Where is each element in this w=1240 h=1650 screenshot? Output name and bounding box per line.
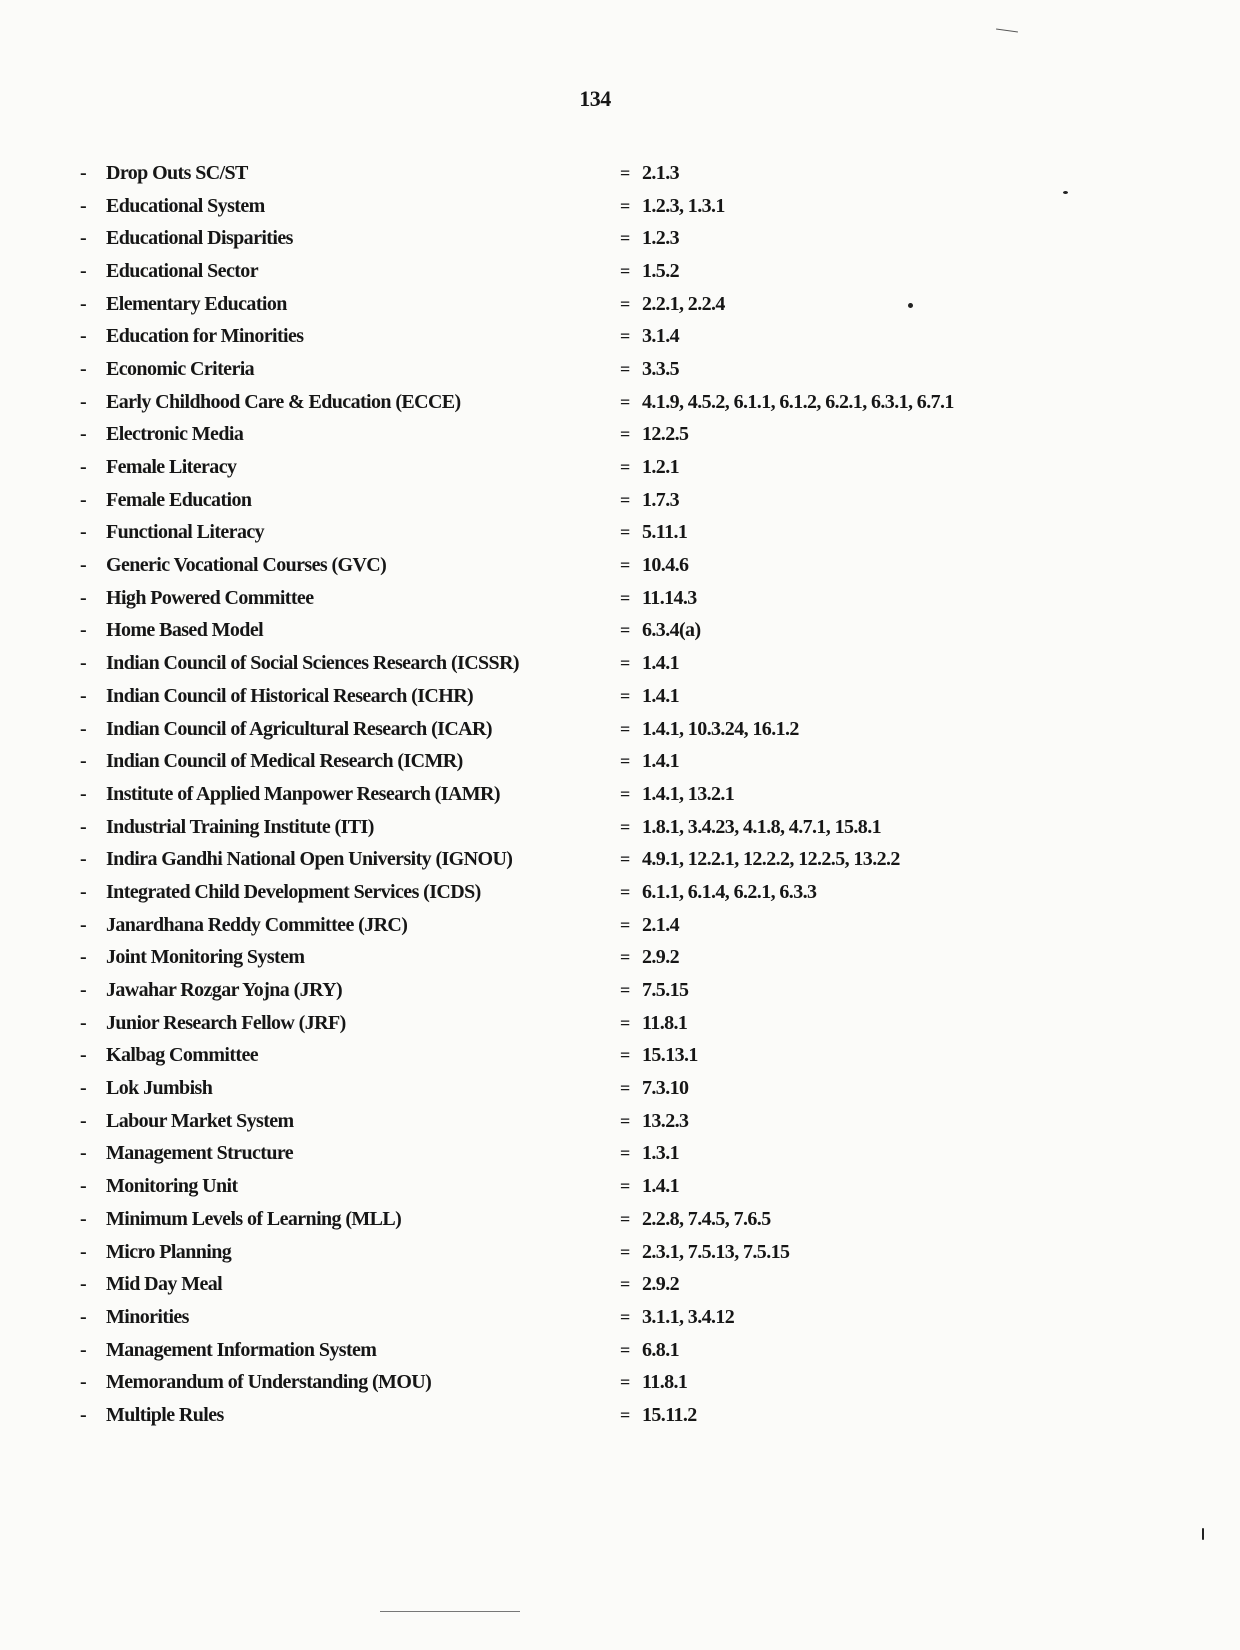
- entry-separator: =: [620, 195, 630, 216]
- scan-speck: [908, 303, 913, 308]
- entry-term: Industrial Training Institute (ITI): [106, 815, 374, 838]
- entry-bullet: -: [80, 1305, 87, 1328]
- entry-separator: =: [620, 522, 630, 543]
- entry-refs: 6.1.1, 6.1.4, 6.2.1, 6.3.3: [642, 880, 817, 903]
- entry-separator: =: [620, 1045, 630, 1066]
- entry-separator: =: [620, 816, 630, 837]
- entry-separator: =: [620, 555, 630, 576]
- entry-refs: 13.2.3: [642, 1109, 689, 1132]
- entry-term: Electronic Media: [106, 423, 244, 446]
- entry-separator: =: [620, 457, 630, 478]
- entry-refs: 12.2.5: [642, 423, 689, 446]
- entry-separator: =: [620, 1176, 630, 1197]
- entry-separator: =: [620, 1404, 630, 1425]
- entry-refs: 11.8.1: [642, 1371, 688, 1394]
- entry-bullet: -: [80, 913, 87, 936]
- entry-refs: 1.4.1, 10.3.24, 16.1.2: [642, 717, 799, 740]
- entry-bullet: -: [80, 292, 87, 315]
- entry-refs: 1.3.1: [642, 1142, 680, 1165]
- entry-term: Multiple Rules: [106, 1403, 224, 1426]
- entry-separator: =: [620, 1143, 630, 1164]
- index-entry: [80, 811, 1140, 844]
- entry-bullet: -: [80, 619, 87, 642]
- entry-term: Kalbag Committee: [106, 1044, 259, 1067]
- entry-term: Management Information System: [106, 1338, 377, 1361]
- index-entry: [80, 778, 1140, 811]
- entry-refs: 3.1.1, 3.4.12: [642, 1305, 735, 1328]
- entry-bullet: -: [80, 554, 87, 577]
- entry-separator: =: [620, 1208, 630, 1229]
- index-entry: [80, 909, 1140, 942]
- entry-bullet: -: [80, 848, 87, 871]
- entry-term: Memorandum of Understanding (MOU): [106, 1371, 432, 1394]
- index-entry: [80, 222, 1140, 255]
- entry-bullet: -: [80, 357, 87, 380]
- scan-speck: [1063, 191, 1068, 194]
- entry-refs: 7.5.15: [642, 979, 689, 1002]
- index-entry: [80, 974, 1140, 1007]
- entry-bullet: -: [80, 1338, 87, 1361]
- entry-separator: =: [620, 783, 630, 804]
- entry-separator: =: [620, 489, 630, 510]
- index-entry: [80, 255, 1140, 288]
- entry-refs: 1.2.3, 1.3.1: [642, 194, 725, 217]
- index-entry: [80, 419, 1140, 452]
- entry-term: Institute of Applied Manpower Research (IAMR): [106, 782, 500, 805]
- entry-term: Educational Disparities: [106, 227, 293, 250]
- entry-bullet: -: [80, 423, 87, 446]
- index-entry: [80, 680, 1140, 713]
- entry-refs: 15.13.1: [642, 1044, 698, 1067]
- index-entry: [80, 1236, 1140, 1269]
- entry-separator: =: [620, 718, 630, 739]
- entry-term: Female Literacy: [106, 456, 237, 479]
- entry-separator: =: [620, 849, 630, 870]
- entry-term: Minimum Levels of Learning (MLL): [106, 1207, 402, 1230]
- entry-bullet: -: [80, 1142, 87, 1165]
- entry-bullet: -: [80, 227, 87, 250]
- entry-bullet: -: [80, 194, 87, 217]
- entry-term: Jawahar Rozgar Yojna (JRY): [106, 979, 343, 1002]
- entry-term: Generic Vocational Courses (GVC): [106, 554, 387, 577]
- index-entry: [80, 484, 1140, 517]
- scan-mark: [996, 28, 1018, 32]
- entry-refs: 11.8.1: [642, 1011, 688, 1034]
- entry-bullet: -: [80, 979, 87, 1002]
- entry-bullet: -: [80, 456, 87, 479]
- index-entry: [80, 1334, 1140, 1367]
- entry-separator: =: [620, 1012, 630, 1033]
- index-list: [80, 157, 1140, 1432]
- entry-separator: =: [620, 881, 630, 902]
- entry-bullet: -: [80, 782, 87, 805]
- entry-separator: =: [620, 424, 630, 445]
- index-entry: [80, 320, 1140, 353]
- index-entry: [80, 190, 1140, 223]
- entry-term: Drop Outs SC/ST: [106, 161, 248, 184]
- entry-separator: =: [620, 947, 630, 968]
- entry-term: Educational Sector: [106, 259, 258, 282]
- index-entry: [80, 157, 1140, 190]
- index-entry: [80, 549, 1140, 582]
- entry-bullet: -: [80, 1273, 87, 1296]
- index-entry: [80, 647, 1140, 680]
- entry-separator: =: [620, 293, 630, 314]
- entry-term: Micro Planning: [106, 1240, 232, 1263]
- entry-term: Indian Council of Medical Research (ICMR): [106, 750, 463, 773]
- index-entry: [80, 745, 1140, 778]
- entry-refs: 1.4.1: [642, 1175, 680, 1198]
- entry-term: Minorities: [106, 1305, 189, 1328]
- entry-bullet: -: [80, 1403, 87, 1426]
- entry-refs: 3.3.5: [642, 357, 680, 380]
- entry-separator: =: [620, 162, 630, 183]
- entry-separator: =: [620, 685, 630, 706]
- entry-term: Early Childhood Care & Education (ECCE): [106, 390, 461, 413]
- entry-refs: 4.1.9, 4.5.2, 6.1.1, 6.1.2, 6.2.1, 6.3.1, 6.7.1: [642, 390, 954, 413]
- index-entry: [80, 288, 1140, 321]
- entry-term: Junior Research Fellow (JRF): [106, 1011, 346, 1034]
- entry-term: Management Structure: [106, 1142, 294, 1165]
- entry-term: Janardhana Reddy Committee (JRC): [106, 913, 408, 936]
- entry-bullet: -: [80, 1109, 87, 1132]
- entry-refs: 1.7.3: [642, 488, 680, 511]
- entry-bullet: -: [80, 1175, 87, 1198]
- entry-refs: 1.4.1: [642, 750, 680, 773]
- entry-refs: 1.4.1: [642, 684, 680, 707]
- entry-refs: 1.5.2: [642, 259, 680, 282]
- entry-bullet: -: [80, 652, 87, 675]
- entry-refs: 2.1.4: [642, 913, 680, 936]
- index-entry: [80, 1040, 1140, 1073]
- index-entry: [80, 1105, 1140, 1138]
- entry-bullet: -: [80, 684, 87, 707]
- entry-refs: 2.2.1, 2.2.4: [642, 292, 725, 315]
- index-entry: [80, 1399, 1140, 1432]
- entry-separator: =: [620, 326, 630, 347]
- index-entry: [80, 1301, 1140, 1334]
- entry-term: Home Based Model: [106, 619, 264, 642]
- entry-bullet: -: [80, 390, 87, 413]
- entry-separator: =: [620, 391, 630, 412]
- entry-bullet: -: [80, 488, 87, 511]
- entry-bullet: -: [80, 1077, 87, 1100]
- entry-separator: =: [620, 1339, 630, 1360]
- entry-refs: 1.4.1, 13.2.1: [642, 782, 735, 805]
- entry-bullet: -: [80, 161, 87, 184]
- entry-separator: =: [620, 1078, 630, 1099]
- entry-refs: 2.1.3: [642, 161, 680, 184]
- entry-term: Integrated Child Development Services (ICDS): [106, 880, 481, 903]
- index-entry: [80, 713, 1140, 746]
- index-entry: [80, 386, 1140, 419]
- entry-refs: 2.9.2: [642, 1273, 680, 1296]
- entry-refs: 1.2.3: [642, 227, 680, 250]
- entry-refs: 7.3.10: [642, 1077, 689, 1100]
- index-entry: [80, 1170, 1140, 1203]
- entry-refs: 1.8.1, 3.4.23, 4.1.8, 4.7.1, 15.8.1: [642, 815, 882, 838]
- index-entry: [80, 1203, 1140, 1236]
- entry-refs: 4.9.1, 12.2.1, 12.2.2, 12.2.5, 13.2.2: [642, 848, 900, 871]
- index-entry: [80, 353, 1140, 386]
- entry-refs: 10.4.6: [642, 554, 689, 577]
- entry-separator: =: [620, 914, 630, 935]
- entry-bullet: -: [80, 1371, 87, 1394]
- entry-separator: =: [620, 1110, 630, 1131]
- index-entry: [80, 876, 1140, 909]
- entry-term: Female Education: [106, 488, 252, 511]
- entry-refs: 2.3.1, 7.5.13, 7.5.15: [642, 1240, 790, 1263]
- index-entry: [80, 1138, 1140, 1171]
- entry-separator: =: [620, 260, 630, 281]
- entry-term: Labour Market System: [106, 1109, 294, 1132]
- index-entry: [80, 843, 1140, 876]
- index-entry: [80, 1007, 1140, 1040]
- page-number: 134: [579, 86, 611, 111]
- entry-bullet: -: [80, 1207, 87, 1230]
- entry-refs: 3.1.4: [642, 325, 680, 348]
- entry-refs: 6.3.4(a): [642, 619, 701, 642]
- entry-refs: 1.2.1: [642, 456, 680, 479]
- scan-speck: [1202, 1528, 1204, 1540]
- entry-separator: =: [620, 358, 630, 379]
- scan-mark: [380, 1611, 520, 1612]
- index-entry: [80, 1072, 1140, 1105]
- entry-separator: =: [620, 980, 630, 1001]
- entry-separator: =: [620, 587, 630, 608]
- entry-separator: =: [620, 1306, 630, 1327]
- entry-bullet: -: [80, 946, 87, 969]
- index-entry: [80, 517, 1140, 550]
- entry-separator: =: [620, 1241, 630, 1262]
- entry-term: Indian Council of Historical Research (ICHR): [106, 684, 474, 707]
- entry-term: Lok Jumbish: [106, 1077, 213, 1100]
- index-entry: [80, 451, 1140, 484]
- entry-refs: 6.8.1: [642, 1338, 680, 1361]
- entry-separator: =: [620, 1274, 630, 1295]
- entry-term: Elementary Education: [106, 292, 287, 315]
- entry-bullet: -: [80, 1240, 87, 1263]
- entry-bullet: -: [80, 521, 87, 544]
- entry-separator: =: [620, 620, 630, 641]
- entry-term: High Powered Committee: [106, 586, 314, 609]
- entry-bullet: -: [80, 880, 87, 903]
- entry-term: Economic Criteria: [106, 357, 255, 380]
- entry-refs: 1.4.1: [642, 652, 680, 675]
- entry-separator: =: [620, 1372, 630, 1393]
- entry-term: Education for Minorities: [106, 325, 304, 348]
- entry-bullet: -: [80, 325, 87, 348]
- entry-term: Indian Council of Social Sciences Research (ICSSR): [106, 652, 519, 675]
- index-entry: [80, 615, 1140, 648]
- entry-bullet: -: [80, 259, 87, 282]
- entry-bullet: -: [80, 1011, 87, 1034]
- entry-bullet: -: [80, 815, 87, 838]
- entry-bullet: -: [80, 750, 87, 773]
- entry-term: Indian Council of Agricultural Research (ICAR): [106, 717, 492, 740]
- entry-separator: =: [620, 751, 630, 772]
- entry-bullet: -: [80, 717, 87, 740]
- entry-refs: 5.11.1: [642, 521, 688, 544]
- index-entry: [80, 1268, 1140, 1301]
- entry-term: Educational System: [106, 194, 265, 217]
- entry-term: Joint Monitoring System: [106, 946, 305, 969]
- index-entry: [80, 942, 1140, 975]
- entry-term: Indira Gandhi National Open University (IGNOU): [106, 848, 513, 871]
- entry-refs: 2.2.8, 7.4.5, 7.6.5: [642, 1207, 771, 1230]
- entry-term: Mid Day Meal: [106, 1273, 223, 1296]
- entry-refs: 2.9.2: [642, 946, 680, 969]
- entry-refs: 15.11.2: [642, 1403, 697, 1426]
- entry-refs: 11.14.3: [642, 586, 697, 609]
- entry-bullet: -: [80, 1044, 87, 1067]
- entry-term: Monitoring Unit: [106, 1175, 238, 1198]
- entry-separator: =: [620, 653, 630, 674]
- index-entry: [80, 582, 1140, 615]
- index-entry: [80, 1366, 1140, 1399]
- entry-bullet: -: [80, 586, 87, 609]
- entry-separator: =: [620, 228, 630, 249]
- entry-term: Functional Literacy: [106, 521, 265, 544]
